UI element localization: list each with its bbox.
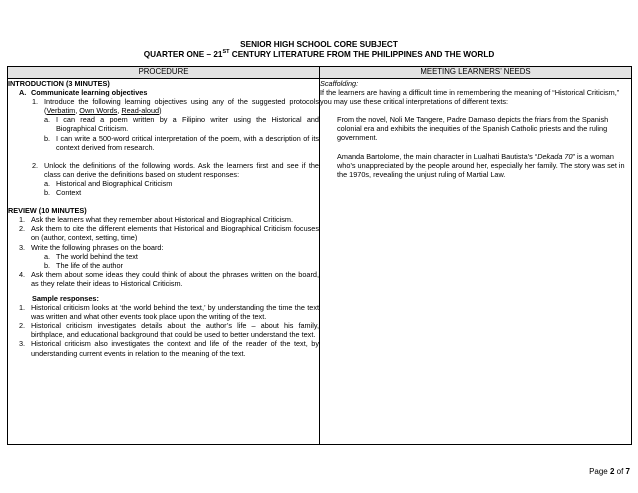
scaffolding-intro: If the learners are having a difficult time in remembering the meaning of “Historical Criticism,” you may use these critical interpretations of different texts: (320, 88, 620, 107)
own-words-link[interactable]: Own Words (79, 106, 118, 116)
list-item: b. I can write a 500-word critical interpretation of the poem, with a description of its context derived from research. (44, 133, 319, 152)
read-aloud-link[interactable]: Read-aloud (121, 106, 160, 116)
verbatim-link[interactable]: Verbatim (46, 106, 76, 116)
intro-heading: INTRODUCTION (3 MINUTES) (8, 79, 110, 88)
list-item: 2. Historical criticism investigates details about the author’s life – about his family, birthplace, and educational background that could be used to better understand the text. (19, 321, 319, 340)
header-line2-pre: QUARTER ONE – 21 (143, 50, 223, 59)
list-item: 2. Unlock the definitions of the following words. Ask the learners first and see if the class can derive the definitions based on student responses: (32, 160, 319, 179)
scaffolding-example-2: Amanda Bartolome, the main character in Lualhati Bautista’s “Dekada 70” is a woman who’s unappreciated by the people around her, especially her family. The story was set in the 1970s, revealing the unjust ruling of Martial Law. (337, 151, 625, 179)
needs-column-header: MEETING LEARNERS’ NEEDS (320, 67, 632, 79)
scaffolding-example-1: From the novel, Noli Me Tangere, Padre Damaso depicts the friars from the Spanish colonial era and exhibits the inequities of the Spanish Catholic priests and the ruling government. (337, 115, 609, 143)
procedure-cell (8, 79, 320, 445)
list-item: 4. Ask them about some ideas they could think of about the phrases written on the board, as they relate their ideas to Historical Criticism. (19, 269, 319, 288)
list-item: b. The life of the author (44, 260, 123, 270)
scaffolding-heading: Scaffolding: (320, 79, 359, 88)
lesson-table (7, 66, 632, 445)
sample-responses-heading: Sample responses: (32, 293, 99, 303)
header-line1: SENIOR HIGH SCHOOL CORE SUBJECT (240, 40, 398, 49)
list-item: a. The world behind the text (44, 251, 138, 261)
procedure-column-header: PROCEDURE (8, 67, 320, 79)
header-subtitle (0, 50, 638, 59)
header-line2-post: CENTURY LITERATURE FROM THE PHILIPPINES AND THE WORLD (229, 50, 495, 59)
header-title (0, 40, 638, 49)
list-item: 2. Ask them to cite the different elements that Historical and Biographical Criticism focuses on (author, context, setting, time) (19, 224, 319, 243)
list-item: 3. Historical criticism also investigates the context and life of the reader of the text, by understanding current events in relation to the meaning of the text. (19, 339, 319, 358)
list-item: 1. Historical criticism looks at ‘the world behind the text,’ by understanding the time the text was written and what other events took place upon the writing of the text. (19, 303, 319, 322)
list-item: 1. Introduce the following learning objectives using any of the suggested protocols (Verbatim, Own Words, Read-aloud) (32, 97, 319, 116)
list-item: 3. Write the following phrases on the board: (19, 242, 164, 252)
intro-subheading: A. Communicate learning objectives (19, 88, 148, 98)
review-heading: REVIEW (10 MINUTES) (8, 206, 87, 216)
list-item: a. Historical and Biographical Criticism (44, 178, 173, 188)
header-line2-sup: ST (222, 49, 230, 55)
list-item: a. I can read a poem written by a Filipino writer using the Historical and Biographical Criticism. (44, 115, 319, 134)
page-number: Page 2 of 7 (589, 467, 630, 476)
needs-cell (320, 79, 632, 445)
list-item: 1. Ask the learners what they remember about Historical and Biographical Criticism. (19, 215, 293, 225)
list-item: b. Context (44, 188, 82, 198)
